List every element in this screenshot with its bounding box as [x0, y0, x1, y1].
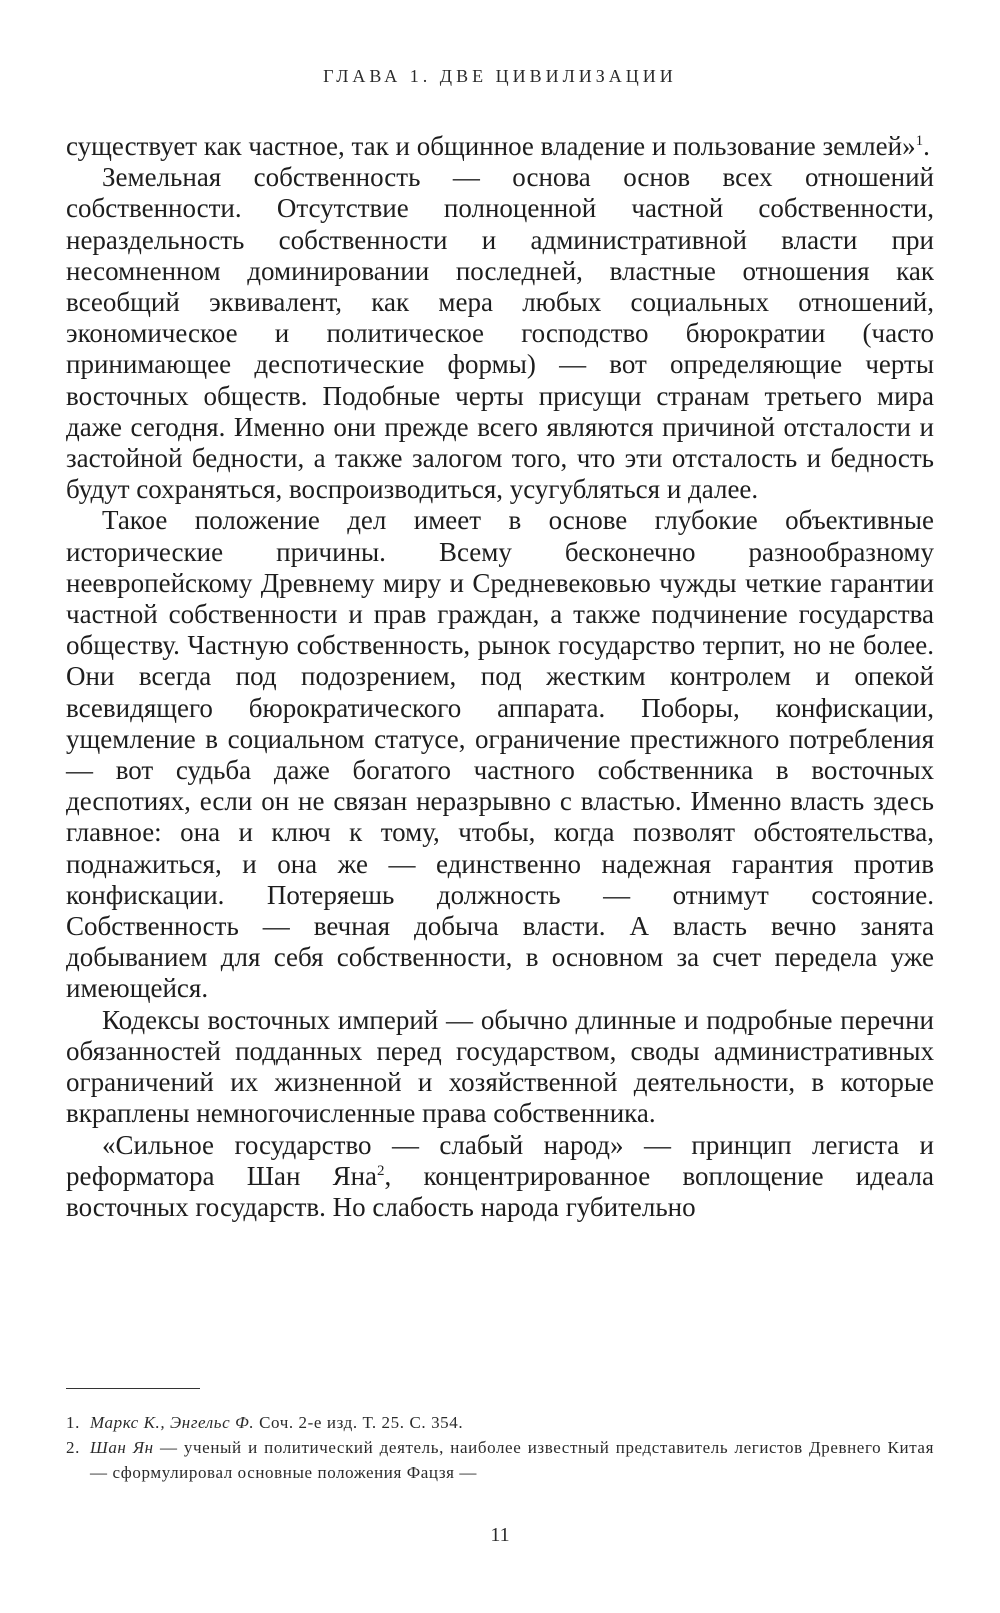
paragraph-2: Земельная собственность — основа основ всех отношений собственности. Отсутствие полноценной частной собственности, нераздельность собственности и административной власти при несомненном доминировании последней, властные отношения как всеобщий эквивалент, как мера любых социальных отношений, экономическое и политическое господство бюрократии (часто принимающее деспотические формы) — вот определяющие черты восточных обществ. Подобные черты присущи странам третьего мира даже сегодня. Именно они прежде всего являются причиной отсталости и застойной бедности, а также залогом того, что эти отсталость и бедность будут сохраняться, воспроизводиться, усугубляться и далее. [66, 162, 934, 505]
footnote-ref-1[interactable]: 1 [915, 133, 924, 149]
paragraph-1-text: существует как частное, так и общинное владение и пользование землей» [66, 131, 916, 161]
main-text [66, 131, 934, 1223]
paragraph-5-text-a: «Сильное государство — слабый народ» — принцип легиста и реформатора Шан Яна [66, 1129, 934, 1191]
footnote-1-number: 1. [66, 1413, 80, 1432]
footnotes [66, 1410, 934, 1485]
footnote-1-text: Соч. 2-е изд. Т. 25. С. 354. [254, 1413, 464, 1432]
footnote-ref-2[interactable]: 2 [377, 1162, 385, 1179]
footnote-1 [66, 1410, 934, 1435]
paragraph-5 [66, 1130, 934, 1224]
footnote-2-author: Шан Ян [90, 1438, 154, 1457]
paragraph-3: Такое положение дел имеет в основе глубокие объективные исторические причины. Всему бесконечно разнообразному неевропейскому Древнему миру и Средневековью чужды четкие гарантии частной собственности и прав граждан, а также подчинение государства обществу. Частную собственность, рынок государство терпит, но не более. Они всегда под подозрением, под жестким контролем и опекой всевидящего бюрократического аппарата. Поборы, конфискации, ущемление в социальном статусе, ограничение престижного потребления — вот судьба даже богатого частного собственника в восточных деспотиях, если он не связан неразрывно с властью. Именно власть здесь главное: она и ключ к тому, чтобы, когда позволят обстоятельства, поднажиться, и она же — единственно надежная гарантия против конфискации. Потеряешь должность — отнимут состояние. Собственность — вечная добыча власти. А власть вечно занята добыванием для себя собственности, в основном за счет передела уже имеющейся. [66, 505, 934, 1004]
paragraph-4: Кодексы восточных империй — обычно длинные и подробные перечни обязанностей подданных перед государством, своды административных ограничений их жизненной и хозяйственной деятельности, в которые вкраплены немногочисленные права собственника. [66, 1004, 934, 1129]
running-head: ГЛАВА 1. ДВЕ ЦИВИЛИЗАЦИИ [323, 66, 677, 86]
footnote-2-text: — ученый и политический деятель, наиболее известный представитель легистов Древнего Китая — сформулировал основные положения Фацзя — [90, 1438, 934, 1482]
footnote-1-author: Маркс К., Энгельс Ф. [90, 1413, 255, 1432]
footnote-2-number: 2. [66, 1438, 80, 1457]
paragraph-1: существует как частное, так и общинное владение и пользование землей»$^1$. [66, 131, 930, 161]
footnote-divider [66, 1388, 200, 1389]
footnote-2 [66, 1435, 934, 1485]
paragraph-5-text-b: , концентрированное воплощение идеала восточных государств. Но слабость народа губительно [66, 1160, 934, 1222]
page-number: 11 [490, 1524, 510, 1546]
